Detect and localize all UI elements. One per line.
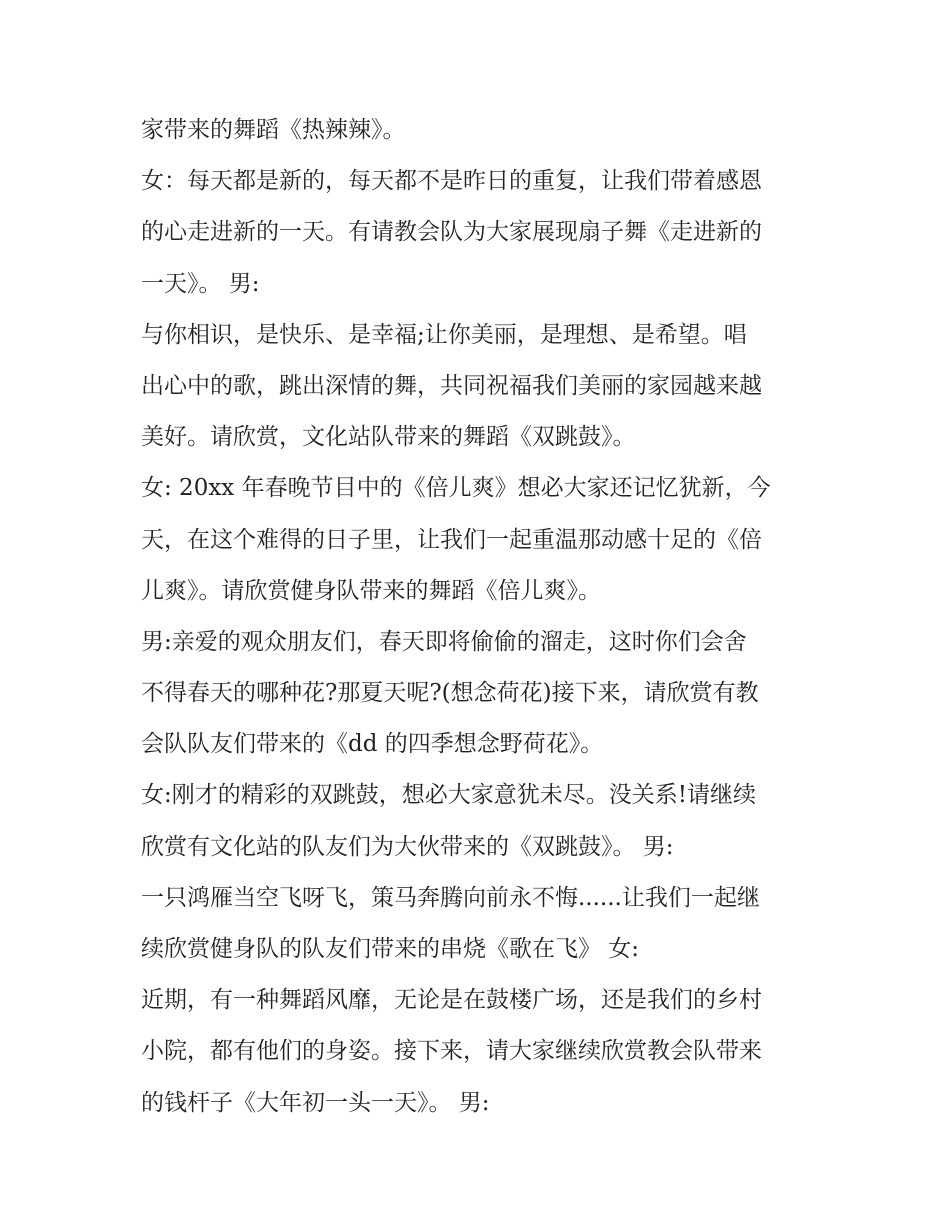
text-line: 续欣赏健身队的队友们带来的串烧《歌在飞》 女: [141,936,640,962]
document-body [141,105,811,1129]
text-line: 儿爽》。请欣赏健身队带来的舞蹈《倍儿爽》。 [141,577,601,604]
text-line: 男:亲爱的观众朋友们，春天即将偷偷的溜走，这时你们会舍 [141,628,747,655]
text-line: 女：每天都是新的，每天都不是昨日的重复，让我们带着感恩 [141,168,762,195]
text-line: 女: 20xx 年春晚节目中的《倍儿爽》想必大家还记忆犹新，今 [141,475,771,502]
text-line: 一天》。 男: [141,270,260,297]
text-line: 的钱杆子《大年初一头一天》。 男: [141,1089,490,1116]
text-line: 欣赏有文化站的队友们为大伙带来的《双跳鼓》。 男: [141,833,674,860]
text-line: 一只鸿雁当空飞呀飞，策马奔腾向前永不悔......让我们一起继 [141,884,760,911]
text-line: 的心走进新的一天。有请教会队为大家展现扇子舞《走进新的 [141,219,762,246]
text-line: 不得春天的哪种花?那夏天呢?(想念荷花)接下来，请欣赏有教 [141,680,759,707]
text-line: 天，在这个难得的日子里，让我们一起重温那动感十足的《倍 [141,526,762,553]
text-line: 会队队友们带来的《dd 的四季想念野荷花》。 [141,731,604,758]
text-line: 女:刚才的精彩的双跳鼓，想必大家意犹未尽。没关系!请继续 [141,782,756,809]
text-line: 与你相识，是快乐、是幸福;让你美丽，是理想、是希望。唱 [141,321,747,348]
text-line: 小院，都有他们的身姿。接下来，请大家继续欣赏教会队带来 [141,1038,762,1065]
text-line: 家带来的舞蹈《热辣辣》。 [141,117,406,143]
text-line: 出心中的歌，跳出深情的舞，共同祝福我们美丽的家园越来越 [141,372,762,399]
text-line: 美好。请欣赏，文化站队带来的舞蹈《双跳鼓》。 [141,424,636,451]
text-line: 近期，有一种舞蹈风靡，无论是在鼓楼广场，还是我们的乡村 [141,987,762,1014]
